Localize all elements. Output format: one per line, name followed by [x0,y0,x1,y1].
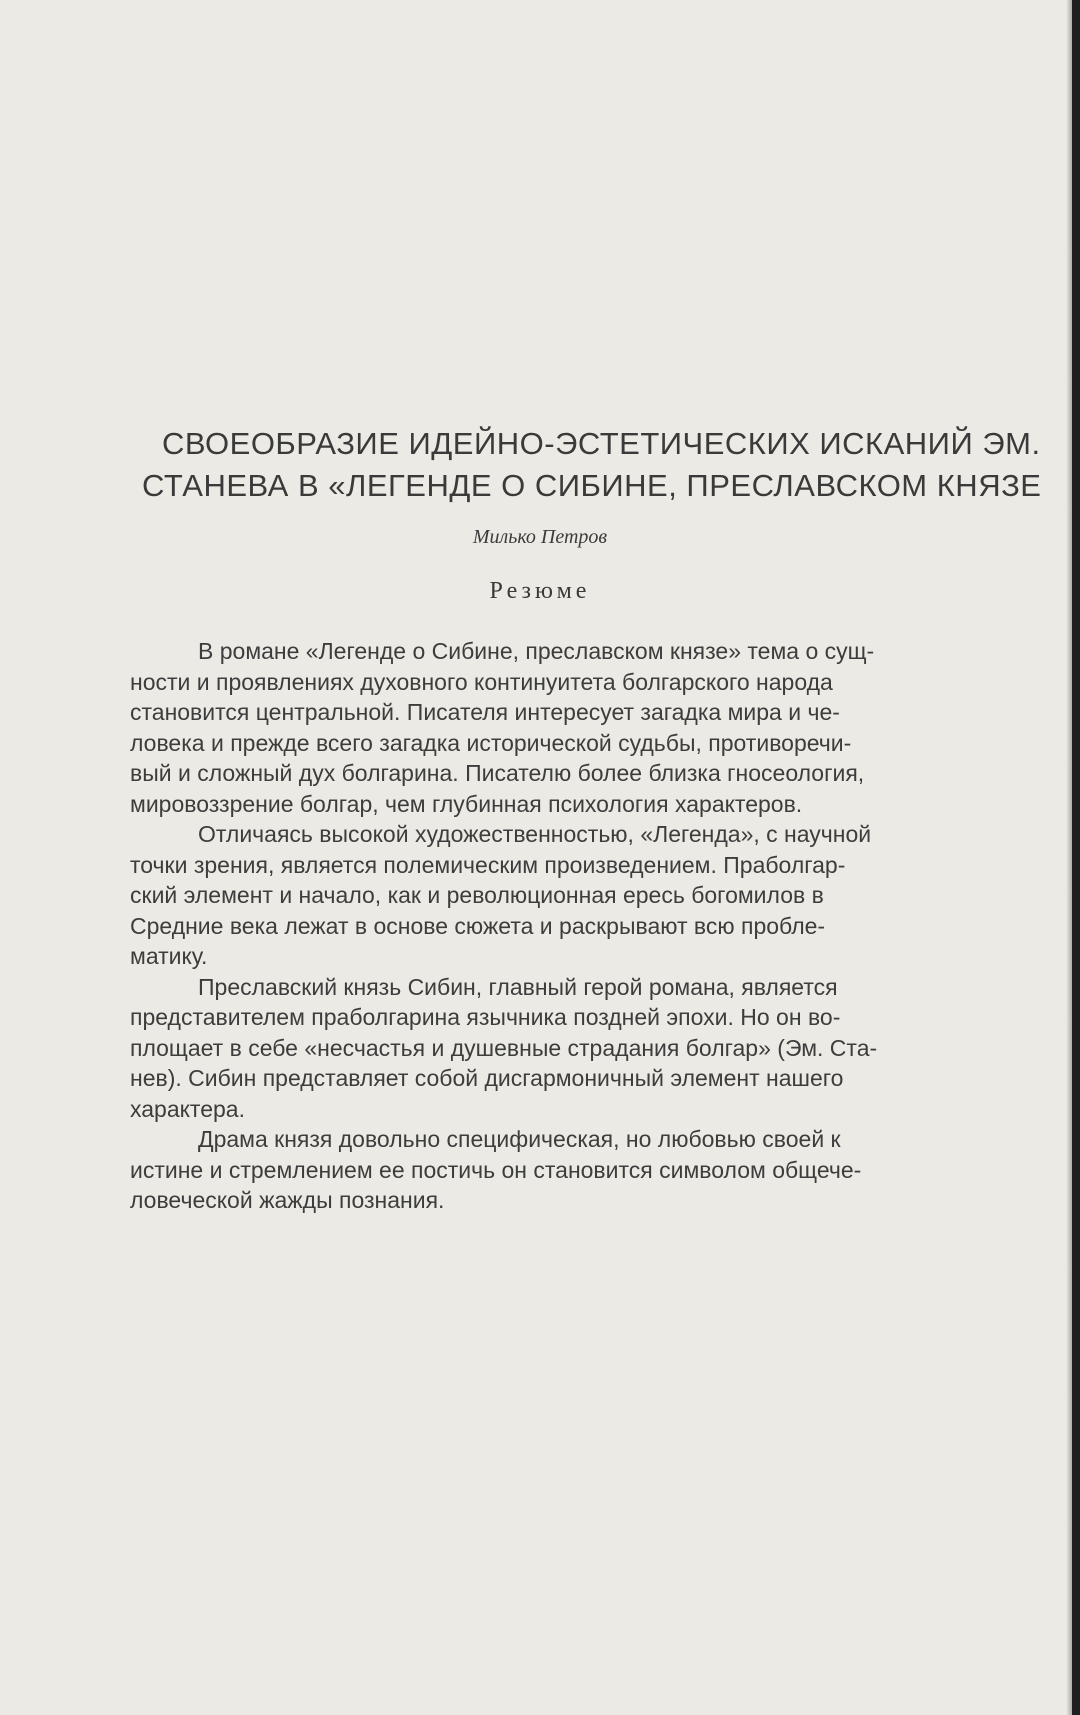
author-name: Милько Петров [472,526,608,548]
paragraph-1-line-4: ловека и прежде всего загадка исторической судьбы, противоречи- [130,729,852,756]
paragraph-4-line-2: истине и стремлением ее постичь он становится символом общече- [130,1156,862,1183]
paragraph-2-line-3: ский элемент и начало, как и революционная ересь богомилов в [130,882,824,908]
summary-body [130,636,1070,1216]
paragraph-3-line-3: площает в себе «несчастья и душевные страдания болгар» (Эм. Ста- [130,1034,878,1061]
paragraph-1-line-2: ности и проявлениях духовного континуитета болгарского народа [130,668,833,695]
title-line-2: СТАНЕВА В «ЛЕГЕНДЕ О СИБИНЕ, ПРЕСЛАВСКОМ КНЯЗЕ [142,468,1042,503]
paragraph-4-line-3: ловеческой жажды познания. [130,1187,445,1213]
paragraph-3-line-5: характера. [130,1095,245,1122]
paragraph-1-line-6: мировоззрение болгар, чем глубинная психология характеров. [130,790,803,817]
paragraph-3-line-4: нев). Сибин представляет собой дисгармоничный элемент нашего [130,1065,844,1091]
paragraph-3-line-1: Преславский князь Сибин, главный герой романа, является [198,973,838,1000]
paragraph-3-line-2: представителем праболгарина язычника поздней эпохи. Но он во- [130,1004,841,1030]
title-line-1: СВОЕОБРАЗИЕ ИДЕЙНО-ЭСТЕТИЧЕСКИХ ИСКАНИЙ ЭМ. [162,426,1041,461]
paragraph-1-line-5: вый и сложный дух болгарина. Писателю более близка гносеология, [130,760,865,786]
paragraph-2-line-4: Средние века лежат в основе сюжета и раскрывают всю пробле- [130,912,826,939]
paragraph-2-line-5: матику. [130,943,208,969]
section-heading: Резюме [489,578,591,604]
paragraph-1-line-3: становится центральной. Писателя интересует загадка мира и че- [130,699,840,725]
article-title [142,423,1072,507]
paragraph-2-line-2: точки зрения, является полемическим произведением. Праболгар- [130,851,846,878]
paragraph-1-line-1: В романе «Легенде о Сибине, преславском князе» тема о сущ- [198,638,875,664]
paragraph-4-line-1: Драма князя довольно специфическая, но любовью своей к [198,1126,841,1152]
paragraph-2-line-1: Отличаясь высокой художественностью, «Легенда», с научной [198,821,872,847]
page-edge [1072,0,1080,1715]
